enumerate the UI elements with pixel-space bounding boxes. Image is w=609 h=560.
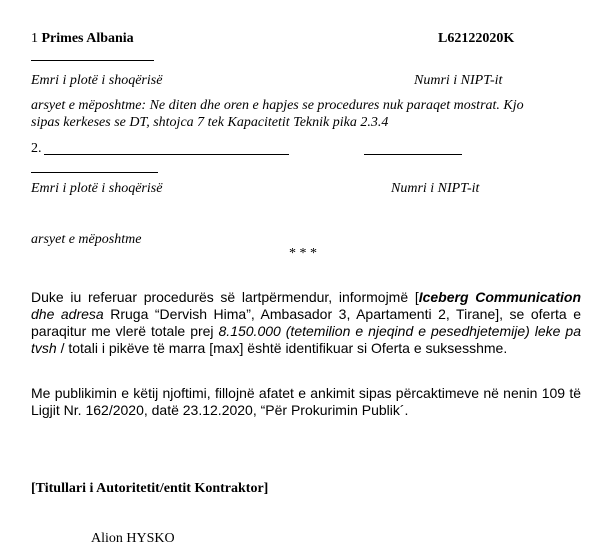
- entry1-company-caption: Emri i plotë i shoqërisë: [31, 73, 163, 88]
- announcement-after-amount: / totali i pikëve të marra [max] është identifikuar si Oferta e suksesshme.: [56, 340, 508, 356]
- winner-address: Rruga “Dervish Hima”, Ambasador 3, Apartamenti 2, Tirane: [110, 306, 496, 322]
- entry1-number: 1: [31, 31, 38, 46]
- announcement-paragraph: [31, 289, 581, 357]
- signature-title: [Titullari i Autoritetit/entit Kontraktor]: [31, 481, 269, 496]
- winner-name: Iceberg Communication: [418, 289, 581, 305]
- entry2-nipt-rule: [364, 154, 462, 155]
- entry2-number: 2.: [31, 141, 42, 156]
- announcement-after-address: ], se oferta e paraqitur me vlerë totale prej: [31, 306, 581, 339]
- entry1-header: [31, 31, 134, 47]
- address-label: dhe adresa: [31, 306, 111, 322]
- entry1-reason-line1: arsyet e mëposhtme: Ne diten dhe oren e hapjes se procedures nuk paraqet mostrat. Kjo: [31, 98, 524, 113]
- legal-notice: Me publikimin e këtij njoftimi, fillojnë afatet e ankimit sipas përcaktimeve në nenin 109 të Ligjit Nr. 162/2020, datë 23.12.2020, “Për Prokurimin Publik´.: [31, 385, 581, 418]
- entry2-name-rule-2: [31, 172, 158, 173]
- signatory-name: Alion HYSKO: [91, 531, 175, 546]
- entry2-name-rule: [44, 154, 289, 155]
- entry2-nipt-caption: Numri i NIPT-it: [391, 181, 480, 196]
- offer-amount: 8.150.000 (tetemilion e njeqind e pesedhjetemije) leke pa tvsh: [31, 323, 582, 356]
- separator-asterisks: * * *: [289, 246, 317, 261]
- entry1-nipt: L62122020K: [438, 31, 515, 46]
- announcement-intro: Duke iu referuar procedurës së lartpërmendur, informojmë [: [31, 289, 419, 305]
- entry1-nipt-caption: Numri i NIPT-it: [414, 73, 503, 88]
- entry2-company-caption: Emri i plotë i shoqërisë: [31, 181, 163, 196]
- entry2-reason: arsyet e mëposhtme: [31, 232, 142, 247]
- entry1-name-rule: [31, 60, 154, 61]
- entry1-reason-line2: sipas kerkeses se DT, shtojca 7 tek Kapacitetit Teknik pika 2.3.4: [31, 115, 389, 130]
- entry1-company-name: Primes Albania: [41, 31, 134, 46]
